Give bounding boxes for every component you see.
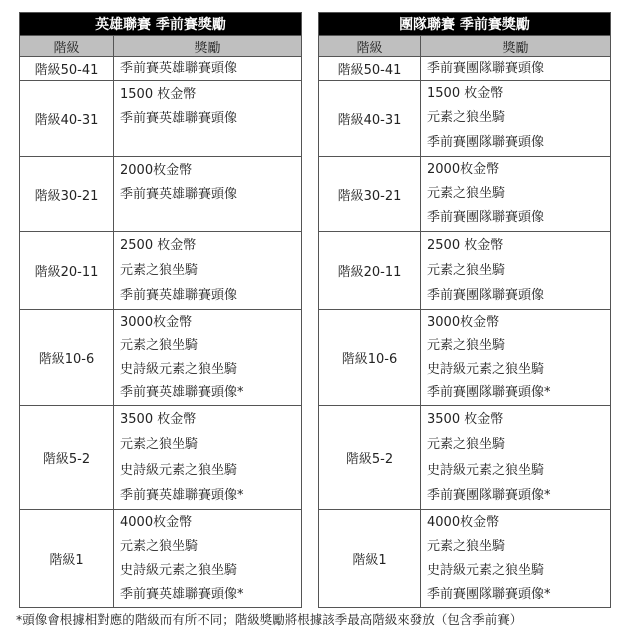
reward-line: 史詩級元素之狼坐騎 [427,361,545,377]
reward-line: 2500 枚金幣 [120,238,197,253]
tier-cell: 階級1 [20,510,114,608]
reward-line: 3500 枚金幣 [427,411,504,427]
table-row [319,406,611,510]
reward-cell [421,232,611,310]
table-row [20,310,302,406]
reward-line: 1500 枚金幣 [120,87,197,102]
table-row [20,57,302,81]
reward-line: 元素之狼坐騎 [427,263,506,278]
reward-line: 季前賽團隊聯賽頭像* [427,586,551,602]
reward-line: 元素之狼坐騎 [120,338,199,353]
tier-cell: 階級30-21 [319,157,421,232]
reward-line: 季前賽團隊聯賽頭像 [427,60,545,76]
table-row [319,57,611,81]
tier-cell: 階級1 [319,510,421,608]
reward-line: 季前賽英雄聯賽頭像 [120,111,238,126]
tier-cell: 階級40-31 [20,81,114,157]
reward-line: 季前賽英雄聯賽頭像* [120,488,244,503]
table-row [20,81,302,157]
column-header-reward: 獎勵 [421,36,611,57]
table-row [319,232,611,310]
reward-cell [421,81,611,157]
reward-line: 季前賽英雄聯賽頭像 [120,60,238,76]
reward-cell [114,57,302,81]
reward-line: 季前賽團隊聯賽頭像 [427,210,545,225]
table-row [319,510,611,608]
reward-cell [114,232,302,310]
reward-line: 4000枚金幣 [120,514,193,530]
tier-cell: 階級20-11 [319,232,421,310]
reward-line: 元素之狼坐騎 [427,338,506,353]
table-row [20,157,302,232]
column-header-reward: 獎勵 [114,36,302,57]
reward-cell [421,406,611,510]
tier-cell: 階級30-21 [20,157,114,232]
reward-line: 季前賽團隊聯賽頭像* [427,488,551,503]
tier-cell: 階級10-6 [20,310,114,406]
reward-line: 元素之狼坐騎 [120,538,199,554]
reward-cell [114,406,302,510]
reward-cell [114,510,302,608]
reward-line: 史詩級元素之狼坐騎 [120,462,238,478]
tier-cell: 階級40-31 [319,81,421,157]
tier-cell: 階級5-2 [20,406,114,510]
reward-line: 2500 枚金幣 [427,238,504,253]
table-row [20,406,302,510]
hero-league-rewards-table [19,12,302,608]
reward-line: 元素之狼坐騎 [427,538,506,554]
reward-cell [114,157,302,232]
reward-cell [421,310,611,406]
reward-cell [114,310,302,406]
reward-line: 2000枚金幣 [427,162,500,177]
tier-cell: 階級10-6 [319,310,421,406]
reward-line: 季前賽團隊聯賽頭像 [427,288,545,303]
reward-line: 元素之狼坐騎 [427,186,506,201]
table-row [319,310,611,406]
reward-line: 季前賽英雄聯賽頭像 [120,187,238,202]
team-league-rewards-table [318,12,611,608]
reward-line: 元素之狼坐騎 [120,437,199,452]
reward-line: 元素之狼坐騎 [120,263,199,278]
table-row [20,510,302,608]
reward-line: 4000枚金幣 [427,514,500,530]
footnote: *頭像會根據相對應的階級而有所不同；階級獎勵將根據該季最高階級來發放（包含季前賽） [16,612,523,627]
reward-line: 史詩級元素之狼坐騎 [427,562,545,578]
tier-cell: 階級5-2 [319,406,421,510]
table-row [319,157,611,232]
reward-cell [114,81,302,157]
reward-cell [421,57,611,81]
tier-cell: 階級50-41 [20,57,114,81]
reward-line: 元素之狼坐騎 [427,110,506,126]
reward-line: 1500 枚金幣 [427,85,504,101]
column-header-tier: 階級 [20,36,114,57]
reward-line: 季前賽英雄聯賽頭像 [120,288,238,303]
tier-cell: 階級20-11 [20,232,114,310]
reward-line: 史詩級元素之狼坐騎 [120,562,238,578]
table-row [20,232,302,310]
reward-cell [421,510,611,608]
reward-line: 3000枚金幣 [120,314,193,330]
column-header-tier: 階級 [319,36,421,57]
reward-line: 元素之狼坐騎 [427,437,506,452]
reward-line: 史詩級元素之狼坐騎 [427,462,545,478]
table-title: 英雄聯賽 季前賽獎勵 [20,13,302,36]
reward-line: 2000枚金幣 [120,163,193,178]
reward-line: 3000枚金幣 [427,314,500,330]
reward-line: 季前賽團隊聯賽頭像 [427,134,545,150]
reward-line: 季前賽英雄聯賽頭像* [120,385,244,400]
reward-line: 史詩級元素之狼坐騎 [120,361,238,377]
table-row [319,81,611,157]
reward-line: 季前賽團隊聯賽頭像* [427,385,551,400]
table-title: 團隊聯賽 季前賽獎勵 [319,13,611,36]
reward-cell [421,157,611,232]
reward-line: 季前賽英雄聯賽頭像* [120,586,244,602]
reward-line: 3500 枚金幣 [120,411,197,427]
tier-cell: 階級50-41 [319,57,421,81]
